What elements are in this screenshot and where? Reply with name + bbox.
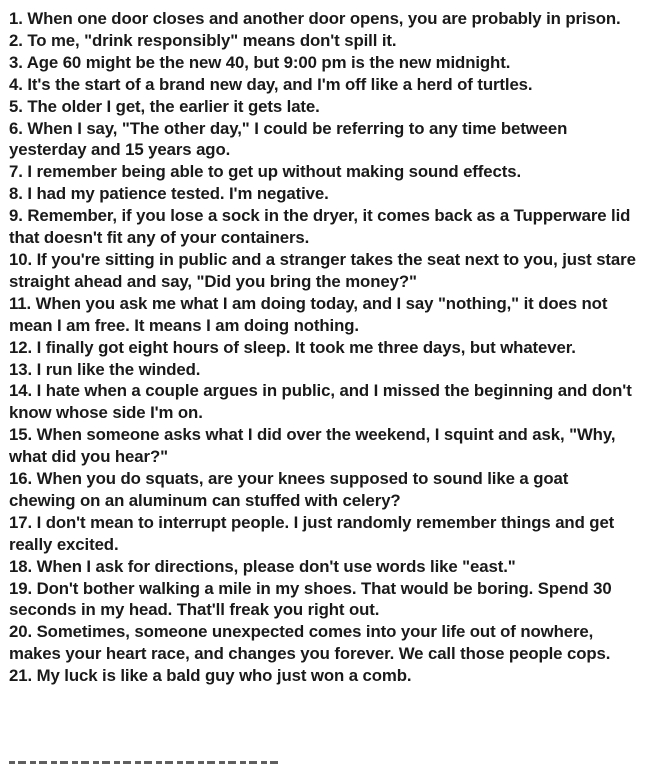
list-item: 18. When I ask for directions, please don't use words like "east."	[9, 556, 516, 576]
list-item: 2. To me, "drink responsibly" means don't spill it.	[9, 30, 397, 50]
list-item: 16. When you do squats, are your knees supposed to sound like a goat chewing on an aluminum can stuffed with celery?	[9, 469, 569, 510]
list-item: 13. I run like the winded.	[9, 359, 201, 379]
list-item: 1. When one door closes and another door opens, you are probably in prison.	[9, 9, 621, 28]
list-item: 21. My luck is like a bald guy who just won a comb.	[9, 666, 412, 686]
list-item: 6. When I say, "The other day," I could be referring to any time between yesterday and 15 years ago.	[9, 118, 568, 160]
list-item: 20. Sometimes, someone unexpected comes into your life out of nowhere, makes your heart race, and changes you forever. We call those people cops.	[9, 622, 611, 664]
list-item: 9. Remember, if you lose a sock in the dryer, it comes back as a Tupperware lid that doesn't fit any of your containers.	[9, 206, 631, 248]
list-item: 4. It's the start of a brand new day, and I'm off like a herd of turtles.	[9, 74, 533, 94]
list-item: 5. The older I get, the earlier it gets late.	[9, 96, 320, 116]
list-item: 15. When someone asks what I did over the weekend, I squint and ask, "Why, what did you hear?"	[9, 425, 616, 467]
list-item: 3. Age 60 might be the new 40, but 9:00 pm is the new midnight.	[9, 52, 511, 72]
list-item: 17. I don't mean to interrupt people. I just randomly remember things and get really excited.	[9, 512, 615, 554]
cropped-text-line	[9, 759, 279, 767]
list-item: 7. I remember being able to get up without making sound effects.	[9, 162, 522, 182]
list-item: 14. I hate when a couple argues in public, and I missed the beginning and don't know whose side I'm on.	[9, 381, 632, 423]
jokes-list	[9, 8, 639, 687]
list-item: 8. I had my patience tested. I'm negative.	[9, 184, 329, 204]
list-item: 11. When you ask me what I am doing today, and I say "nothing," it does not mean I am free. It means I am doing nothing.	[9, 293, 608, 335]
list-item: 10. If you're sitting in public and a stranger takes the seat next to you, just stare straight ahead and say, "Did you bring the money?"	[9, 249, 636, 291]
list-item: 19. Don't bother walking a mile in my shoes. That would be boring. Spend 30 seconds in my head. That'll freak you right out.	[9, 578, 612, 620]
list-item: 12. I finally got eight hours of sleep. It took me three days, but whatever.	[9, 337, 576, 357]
